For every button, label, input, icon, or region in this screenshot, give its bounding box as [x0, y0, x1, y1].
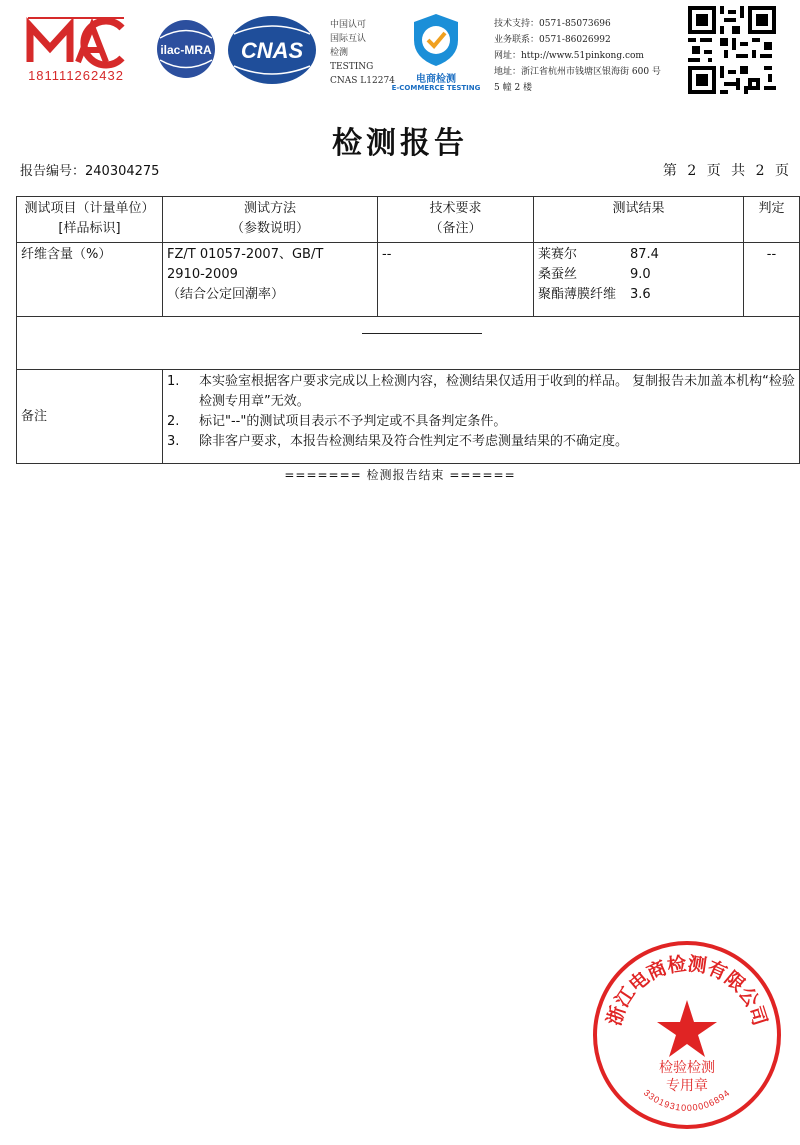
cnas-info-line: 中国认可	[330, 20, 367, 30]
result-line: 莱赛尔 87.4	[538, 247, 659, 262]
cma-number: 181111262432	[28, 68, 124, 83]
notes-row	[17, 370, 800, 464]
header-test-method: 测试方法 （参数说明）	[163, 197, 378, 243]
results-table	[16, 196, 800, 464]
seal-number: 3301931000006894	[641, 1087, 733, 1113]
blank-cell	[17, 317, 800, 370]
cell-result	[534, 243, 744, 317]
cell-requirement: --	[378, 243, 534, 317]
cell-test-method	[163, 243, 378, 317]
qr-code	[688, 6, 776, 94]
page-indicator: 第 2 页 共 2 页	[662, 163, 792, 179]
report-number-label: 报告编号：	[20, 164, 86, 179]
method-line: （结合公定回潮率）	[167, 287, 285, 302]
header-test-item: 测试项目（计量单位） [样品标识]	[17, 197, 163, 243]
separator-line	[362, 333, 482, 334]
note-item: 2. 标记"--"的测试项目表示不予判定或不具备判定条件。	[167, 414, 507, 429]
contact-business: 业务联系：0571-86026992	[494, 35, 611, 45]
report-end-marker: ======= 检测报告结束 ======	[284, 468, 516, 482]
contact-info	[494, 16, 661, 96]
seal-line2: 专用章	[666, 1078, 708, 1094]
cnas-info-line: 检测	[330, 48, 349, 58]
cnas-logo	[226, 14, 318, 86]
ecommerce-testing-logo	[388, 8, 484, 94]
blank-row	[17, 317, 800, 370]
table-row	[17, 243, 800, 317]
ecommerce-en-text: E-COMMERCE TESTING	[391, 84, 481, 92]
contact-tech-support: 技术支持：0571-85073696	[494, 19, 611, 29]
seal-org-text: 浙江电商检测有限公司	[603, 952, 771, 1029]
contact-address-line2: 5 幢 2 楼	[494, 83, 533, 93]
ilac-text: ilac-MRA	[160, 43, 212, 57]
note-item: 3. 除非客户要求，本报告检测结果及符合性判定不考虑测量结果的不确定度。	[167, 434, 629, 449]
cnas-text: CNAS	[240, 38, 304, 63]
official-seal	[590, 938, 784, 1132]
header-result: 测试结果	[534, 197, 744, 243]
cnas-info-line: TESTING	[330, 62, 374, 72]
method-line: 2910-2009	[167, 267, 238, 282]
cnas-accreditation-info	[330, 18, 395, 88]
cnas-info-line: 国际互认	[330, 34, 367, 44]
contact-website: 网址：http://www.51pinkong.com	[494, 51, 644, 61]
page-title: 检测报告	[332, 126, 468, 161]
cell-test-item: 纤维含量（%）	[17, 243, 163, 317]
ecommerce-cn-text: 电商检测	[416, 74, 456, 85]
notes-label: 备注	[17, 370, 163, 464]
method-line: FZ/T 01057-2007、GB/T	[167, 247, 324, 262]
report-number	[20, 160, 159, 179]
note-item: 1. 本实验室根据客户要求完成以上检测内容，检测结果仅适用于收到的样品。 复制报告未加盖本机构“检验检测专用章”无效。	[167, 374, 795, 409]
report-number-value: 240304275	[85, 164, 160, 179]
seal-line1: 检验检测	[659, 1060, 715, 1076]
header-requirement: 技术要求 （备注）	[378, 197, 534, 243]
cnas-info-line: CNAS L12274	[330, 76, 395, 86]
cma-logo	[20, 14, 132, 86]
ilac-mra-logo	[150, 18, 222, 80]
cell-verdict: --	[744, 243, 800, 317]
header-verdict: 判定	[744, 197, 800, 243]
notes-content	[163, 370, 800, 464]
result-line: 聚酯薄膜纤维 3.6	[538, 287, 651, 302]
result-line: 桑蚕丝 9.0	[538, 267, 651, 282]
contact-address: 地址：浙江省杭州市钱塘区银海街 600 号	[494, 67, 661, 77]
table-header-row	[17, 197, 800, 243]
